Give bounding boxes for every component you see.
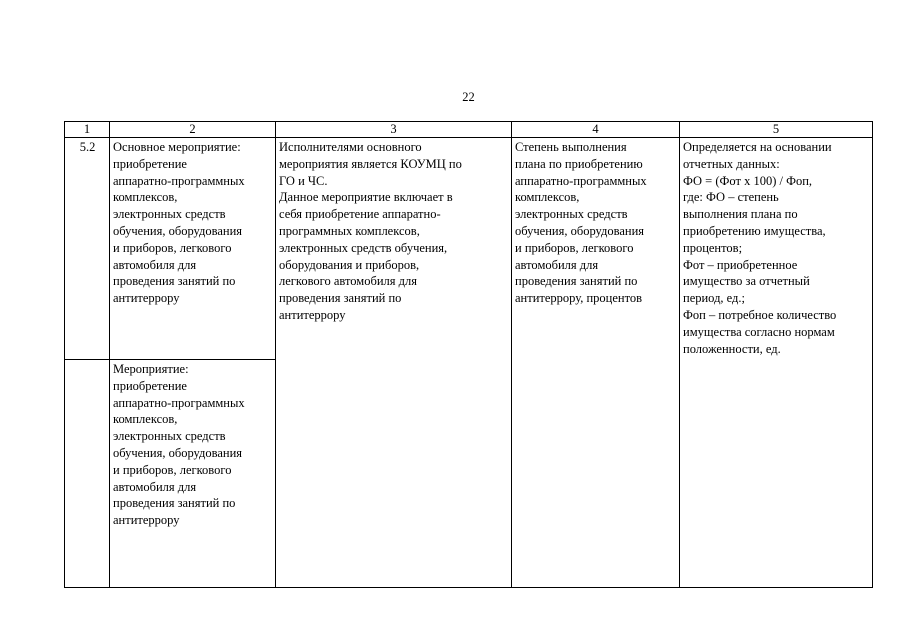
header-col-2: 2 bbox=[110, 122, 276, 138]
page-number: 22 bbox=[462, 90, 475, 104]
row-number-cell bbox=[65, 360, 110, 588]
activity-cell: Мероприятие: приобретение аппаратно-программных комплексов, электронных средств обучения, оборудования и приборов, легкового автомобиля для проведения занятий по антитеррору bbox=[110, 360, 276, 588]
header-col-5: 5 bbox=[680, 122, 873, 138]
main-activity-cell: Основное мероприятие: приобретение аппаратно-программных комплексов, электронных средств обучения, оборудования и приборов, легкового автомобиля для проведения занятий по антитеррору bbox=[110, 138, 276, 360]
table-row bbox=[65, 138, 873, 360]
calculation-method-cell: Определяется на основании отчетных данных: ФО = (Фот х 100) / Фоп, где: ФО – степень выполнения плана по приобретению имущества, процентов; Фот – приобретенное имущество за отчетный период, ед.; Фоп – потребное количество имущества согласно нормам положенности, ед. bbox=[680, 138, 873, 588]
indicator-table bbox=[64, 121, 873, 588]
row-number-cell: 5.2 bbox=[65, 138, 110, 360]
header-col-3: 3 bbox=[276, 122, 512, 138]
executors-description-cell: Исполнителями основного мероприятия является КОУМЦ по ГО и ЧС. Данное мероприятие включает в себя приобретение аппаратно- программных комплексов, электронных средств обучения, оборудования и приборов, легкового автомобиля для проведения занятий по антитеррору bbox=[276, 138, 512, 588]
indicator-name-cell: Степень выполнения плана по приобретению аппаратно-программных комплексов, электронных средств обучения, оборудования и приборов, легкового автомобиля для проведения занятий по антитеррору, процентов bbox=[512, 138, 680, 588]
header-col-4: 4 bbox=[512, 122, 680, 138]
header-col-1: 1 bbox=[65, 122, 110, 138]
table-header-row bbox=[65, 122, 873, 138]
